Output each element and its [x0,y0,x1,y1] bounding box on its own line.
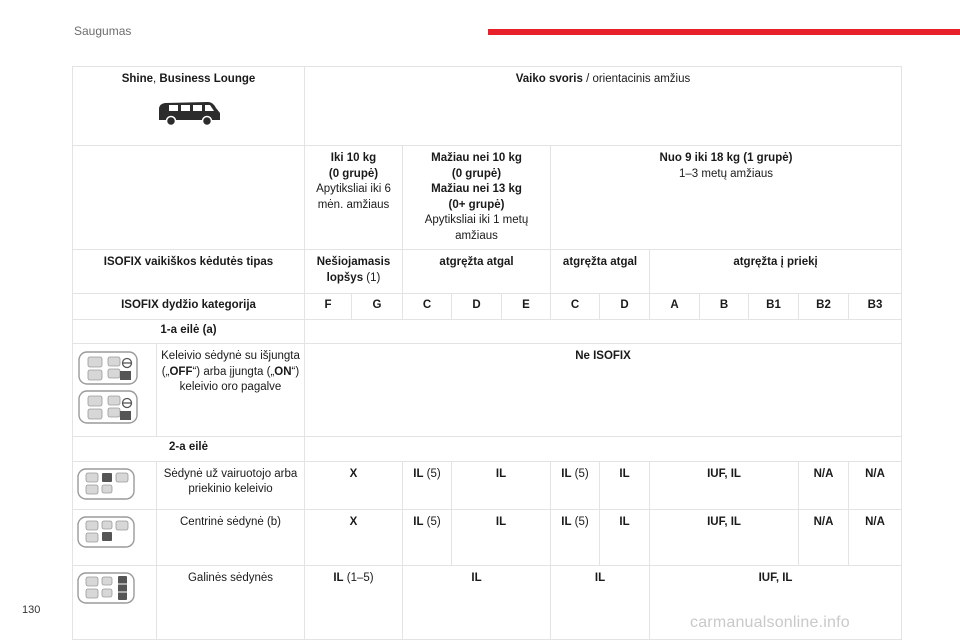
size-c: C [403,294,452,320]
row2-center-description: Centrinė sėdynė (b) [157,509,305,565]
row2-center-seat [73,509,902,565]
section-title: Saugumas [74,24,132,38]
size-b3: B3 [849,294,902,320]
row1-description: Keleivio sėdynė su išjungta („OFF“) arba įjungta („ON“) keleivio oro pagalve [157,344,305,437]
rear-seat-diagram-icon [76,571,136,605]
row2-center-il5-b: IL (5) [551,509,600,565]
size-b: B [700,294,749,320]
size-d: D [452,294,502,320]
row1-label: 1-a eilė (a) [73,319,305,344]
seat-type-label: ISOFIX vaikiškos kėdutės tipas [73,250,305,294]
row2-outer-iuf: IUF, IL [650,461,799,509]
row2-heading [73,437,902,462]
row2-center-iuf: IUF, IL [650,509,799,565]
seat-type-rear-facing-0plus: atgręžta atgal [403,250,551,294]
row2-center-il-b: IL [600,509,650,565]
seat-type-forward-facing: atgręžta į priekį [650,250,902,294]
rear-il-range: IL (1–5) [305,565,403,639]
row2-outer-seat [73,461,902,509]
seat-type-rear-facing-1: atgręžta atgal [551,250,650,294]
row2-outer-x: X [305,461,403,509]
header-row-size-class [73,294,902,320]
center-seat-diagram-icon [76,515,136,549]
row2-outer-description: Sėdynė už vairuotojo arba priekinio keleivio [157,461,305,509]
row2-label: 2-a eilė [73,437,305,462]
front-seat-diagram-icon [76,349,140,427]
front-seat-diagram-cell [73,344,157,437]
row1-value: Ne ISOFIX [305,344,902,437]
row2-center-il5-a: IL (5) [403,509,452,565]
center-seat-diagram-cell [73,509,157,565]
rear-il-b: IL [551,565,650,639]
model-name-business-lounge: Business Lounge [159,73,256,85]
row2-outer-il5-b: IL (5) [551,461,600,509]
watermark: carmanualsonline.info [690,614,850,631]
header-row-model [73,67,902,146]
row2-center-il-a: IL [452,509,551,565]
header-row-groups [73,146,902,250]
size-g: G [352,294,403,320]
model-name-shine: Shine [121,73,154,85]
size-c2: C [551,294,600,320]
row2-center-na-b: N/A [849,509,902,565]
row2-center-x: X [305,509,403,565]
seat-type-carrycot: Nešiojamasis lopšys (1) [305,250,403,294]
rear-seats-description: Galinės sėdynės [157,565,305,639]
model-cell: Shine, Business Lounge [73,67,305,146]
group-0plus-cell: Mažiau nei 10 kg (0 grupė) Mažiau nei 13 kg (0+ grupė) Apytiksliai iki 1 metų amžiaus [403,146,551,250]
row2-outer-na-a: N/A [799,461,849,509]
size-b2: B2 [799,294,849,320]
size-f: F [305,294,352,320]
size-a: A [650,294,700,320]
size-label: ISOFIX dydžio kategorija [73,294,305,320]
group-0-cell: Iki 10 kg (0 grupė) Apytiksliai iki 6 mėn. amžiaus [305,146,403,250]
outer-seat-diagram-icon [76,467,136,501]
rear-il-a: IL [403,565,551,639]
size-d2: D [600,294,650,320]
header-row-seat-type [73,250,902,294]
group-1-cell: Nuo 9 iki 18 kg (1 grupė) 1–3 metų amžiaus [551,146,902,250]
weight-title-cell: Vaiko svoris / orientacinis amžius [305,67,902,146]
size-e: E [502,294,551,320]
rear-seat-diagram-cell [73,565,157,639]
row2-center-na-a: N/A [799,509,849,565]
outer-seat-diagram-cell [73,461,157,509]
header-accent-bar [488,29,960,35]
row1-heading [73,319,902,344]
row2-outer-il-a: IL [452,461,551,509]
van-icon [156,100,222,126]
page-number: 130 [22,604,41,616]
row1-passenger-seat [73,344,902,437]
isofix-table [72,66,902,640]
rear-iuf: IUF, IL [650,565,902,639]
row2-outer-il5-a: IL (5) [403,461,452,509]
size-b1: B1 [749,294,799,320]
row2-outer-na-b: N/A [849,461,902,509]
row2-outer-il-b: IL [600,461,650,509]
